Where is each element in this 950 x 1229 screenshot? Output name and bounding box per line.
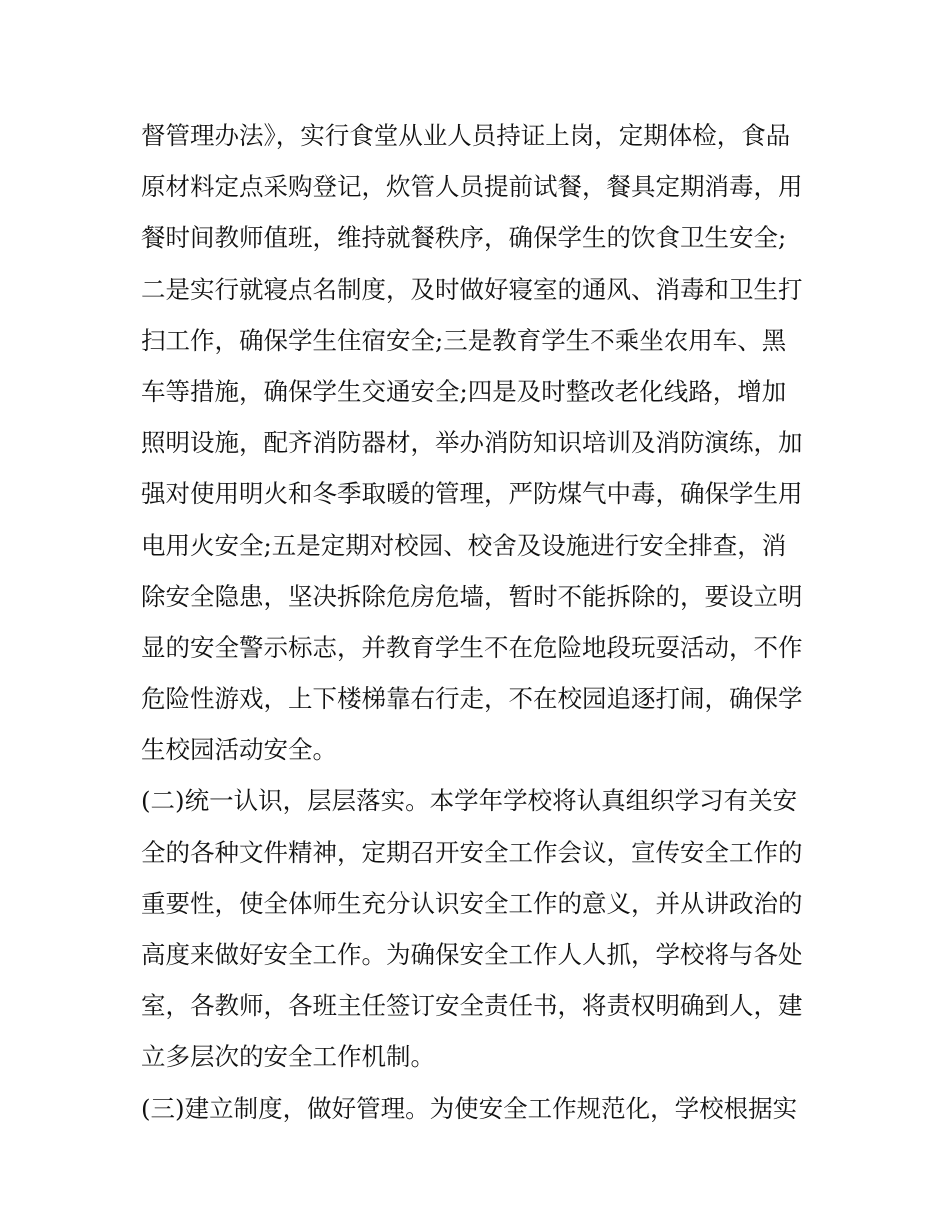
text-line: 照明设施，配齐消防器材，举办消防知识培训及消防演练，加 [141,428,803,458]
text-line: 强对使用明火和冬季取暖的管理，严防煤气中毒，确保学生用 [141,479,803,509]
text-line: 危险性游戏，上下楼梯靠右行走，不在校园追逐打闹，确保学 [141,684,803,714]
section-three-heading-line: (三)建立制度，做好管理。为使安全工作规范化，学校根据实 [141,1093,798,1123]
text-line: 二是实行就寝点名制度，及时做好寝室的通风、消毒和卫生打 [141,274,803,304]
text-line: 电用火安全;五是定期对校园、校舍及设施进行安全排查，消 [141,530,787,560]
text-line: 车等措施，确保学生交通安全;四是及时整改老化线路，增加 [141,376,787,406]
text-line: 原材料定点采购登记，炊管人员提前试餐，餐具定期消毒，用 [141,172,803,202]
text-line: 室，各教师，各班主任签订安全责任书，将责权明确到人，建 [141,991,803,1021]
text-line: 除安全隐患，坚决拆除危房危墙，暂时不能拆除的，要设立明 [141,581,803,611]
section-two-heading-line: (二)统一认识，层层落实。本学年学校将认真组织学习有关安 [141,786,798,816]
text-line: 全的各种文件精神，定期召开安全工作会议，宣传安全工作的 [141,837,803,867]
text-line: 生校园活动安全。 [141,735,337,765]
text-line: 扫工作，确保学生住宿安全;三是教育学生不乘坐农用车、黑 [141,325,787,355]
text-line: 立多层次的安全工作机制。 [141,1042,435,1072]
text-line: 高度来做好安全工作。为确保安全工作人人抓，学校将与各处 [141,940,803,969]
text-line: 督管理办法》，实行食堂从业人员持证上岗，定期体检，食品 [141,121,791,150]
text-line: 显的安全警示标志，并教育学生不在危险地段玩耍活动，不作 [141,632,803,662]
body-text [141,110,821,1134]
text-line: 重要性，使全体师生充分认识安全工作的意义，并从讲政治的 [141,888,803,918]
text-line: 餐时间教师值班，维持就餐秩序，确保学生的饮食卫生安全; [141,223,787,253]
